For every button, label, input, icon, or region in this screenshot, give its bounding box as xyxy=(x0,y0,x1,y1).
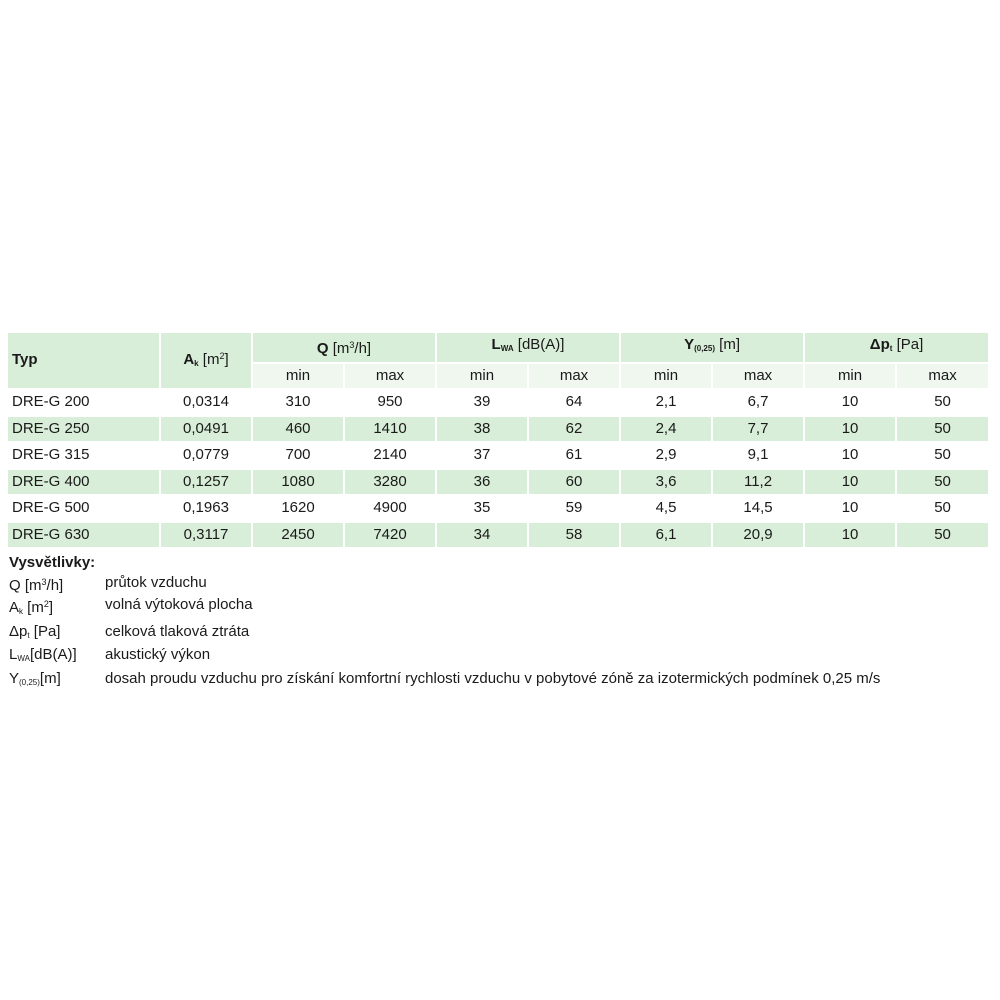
header-lwa: $L_{WA}$ [dB(A)] xyxy=(437,333,621,364)
cell-lwa-min: 35 xyxy=(437,496,529,523)
legend-description: dosah proudu vzduchu pro získání komfortní rychlosti vzduchu v pobytové zóně za izotermických podmínek 0,25 m/s xyxy=(105,669,881,687)
cell-dp-min: 10 xyxy=(805,443,897,470)
cell-y-max: 20,9 xyxy=(713,523,805,550)
table-row xyxy=(8,470,988,497)
legend-description: průtok vzduchu xyxy=(105,573,207,591)
cell-ak: 0,0491 xyxy=(161,417,253,444)
table-row xyxy=(8,417,988,444)
cell-q-min: 700 xyxy=(253,443,345,470)
header-row-groups xyxy=(8,333,988,364)
cell-lwa-max: 61 xyxy=(529,443,621,470)
cell-dp-min: 10 xyxy=(805,496,897,523)
cell-dp-max: 50 xyxy=(897,417,988,444)
cell-ak: 0,1257 xyxy=(161,470,253,497)
cell-typ: DRE-G 250 xyxy=(8,417,161,444)
header-y-min: min xyxy=(621,364,713,391)
cell-q-min: 1080 xyxy=(253,470,345,497)
table-row xyxy=(8,523,988,550)
cell-lwa-min: 34 xyxy=(437,523,529,550)
cell-lwa-max: 62 xyxy=(529,417,621,444)
legend-description: volná výtoková plocha xyxy=(105,596,253,613)
cell-y-min: 2,4 xyxy=(621,417,713,444)
cell-lwa-min: 37 xyxy=(437,443,529,470)
header-q-min: min xyxy=(253,364,345,391)
cell-lwa-min: 36 xyxy=(437,470,529,497)
cell-y-max: 11,2 xyxy=(713,470,805,497)
legend xyxy=(9,553,994,692)
header-y: $Y_{(0,25)}$ [m] xyxy=(621,333,805,364)
cell-q-max: 950 xyxy=(345,390,437,417)
cell-y-min: 2,1 xyxy=(621,390,713,417)
cell-y-min: 6,1 xyxy=(621,523,713,550)
cell-lwa-max: 64 xyxy=(529,390,621,417)
header-ak: $A_k$ $[m^2]$ xyxy=(161,333,253,390)
cell-y-min: 3,6 xyxy=(621,470,713,497)
legend-symbol: $\Delta p_t$ [Pa] xyxy=(9,622,61,640)
cell-dp-max: 50 xyxy=(897,523,988,550)
cell-ak: 0,3117 xyxy=(161,523,253,550)
cell-q-max: 2140 xyxy=(345,443,437,470)
cell-q-min: 310 xyxy=(253,390,345,417)
legend-description: celková tlaková ztráta xyxy=(105,622,250,640)
cell-dp-min: 10 xyxy=(805,470,897,497)
header-dp-min: min xyxy=(805,364,897,391)
cell-typ: DRE-G 630 xyxy=(8,523,161,550)
cell-q-min: 460 xyxy=(253,417,345,444)
table-row xyxy=(8,496,988,523)
cell-typ: DRE-G 400 xyxy=(8,470,161,497)
cell-q-max: 3280 xyxy=(345,470,437,497)
header-lwa-min: min xyxy=(437,364,529,391)
cell-q-max: 1410 xyxy=(345,417,437,444)
cell-dp-min: 10 xyxy=(805,390,897,417)
header-y-max: max xyxy=(713,364,805,391)
cell-dp-max: 50 xyxy=(897,496,988,523)
cell-q-min: 1620 xyxy=(253,496,345,523)
cell-y-max: 14,5 xyxy=(713,496,805,523)
cell-typ: DRE-G 500 xyxy=(8,496,161,523)
cell-dp-max: 50 xyxy=(897,390,988,417)
legend-item-q xyxy=(9,573,994,596)
legend-symbol: $Y_{(0,25)}[m]$ xyxy=(9,669,61,687)
legend-title: Vysvětlivky: xyxy=(9,554,96,571)
cell-y-max: 7,7 xyxy=(713,417,805,444)
cell-q-max: 7420 xyxy=(345,523,437,550)
cell-q-max: 4900 xyxy=(345,496,437,523)
legend-symbol: $A_k$ $[m^2]$ xyxy=(9,599,54,616)
legend-description: akustický výkon xyxy=(105,646,211,663)
cell-ak: 0,1963 xyxy=(161,496,253,523)
cell-ak: 0,0314 xyxy=(161,390,253,417)
legend-item-dp xyxy=(9,622,994,646)
cell-y-min: 4,5 xyxy=(621,496,713,523)
cell-typ: DRE-G 200 xyxy=(8,390,161,417)
legend-symbol: Q $[m^3/h]$ xyxy=(9,576,64,594)
header-q: Q $[m^3/h]$ xyxy=(253,333,437,364)
table-row xyxy=(8,390,988,417)
cell-dp-max: 50 xyxy=(897,470,988,497)
legend-item-lwa xyxy=(9,645,994,669)
legend-item-y xyxy=(9,669,994,693)
cell-dp-min: 10 xyxy=(805,417,897,444)
cell-y-max: 9,1 xyxy=(713,443,805,470)
table-row xyxy=(8,443,988,470)
cell-dp-max: 50 xyxy=(897,443,988,470)
cell-y-max: 6,7 xyxy=(713,390,805,417)
cell-lwa-max: 58 xyxy=(529,523,621,550)
cell-y-min: 2,9 xyxy=(621,443,713,470)
cell-lwa-min: 39 xyxy=(437,390,529,417)
legend-symbol: $L_{WA}[dB(A)]$ xyxy=(9,646,77,663)
cell-lwa-max: 60 xyxy=(529,470,621,497)
cell-typ: DRE-G 315 xyxy=(8,443,161,470)
header-dp: $\Delta p_t$ [Pa] xyxy=(805,333,988,364)
cell-lwa-min: 38 xyxy=(437,417,529,444)
cell-dp-min: 10 xyxy=(805,523,897,550)
header-q-max: max xyxy=(345,364,437,391)
spec-table xyxy=(8,333,988,549)
header-typ: Typ xyxy=(8,333,161,390)
legend-item-ak xyxy=(9,595,994,622)
cell-q-min: 2450 xyxy=(253,523,345,550)
cell-ak: 0,0779 xyxy=(161,443,253,470)
cell-lwa-max: 59 xyxy=(529,496,621,523)
header-dp-max: max xyxy=(897,364,988,391)
header-lwa-max: max xyxy=(529,364,621,391)
